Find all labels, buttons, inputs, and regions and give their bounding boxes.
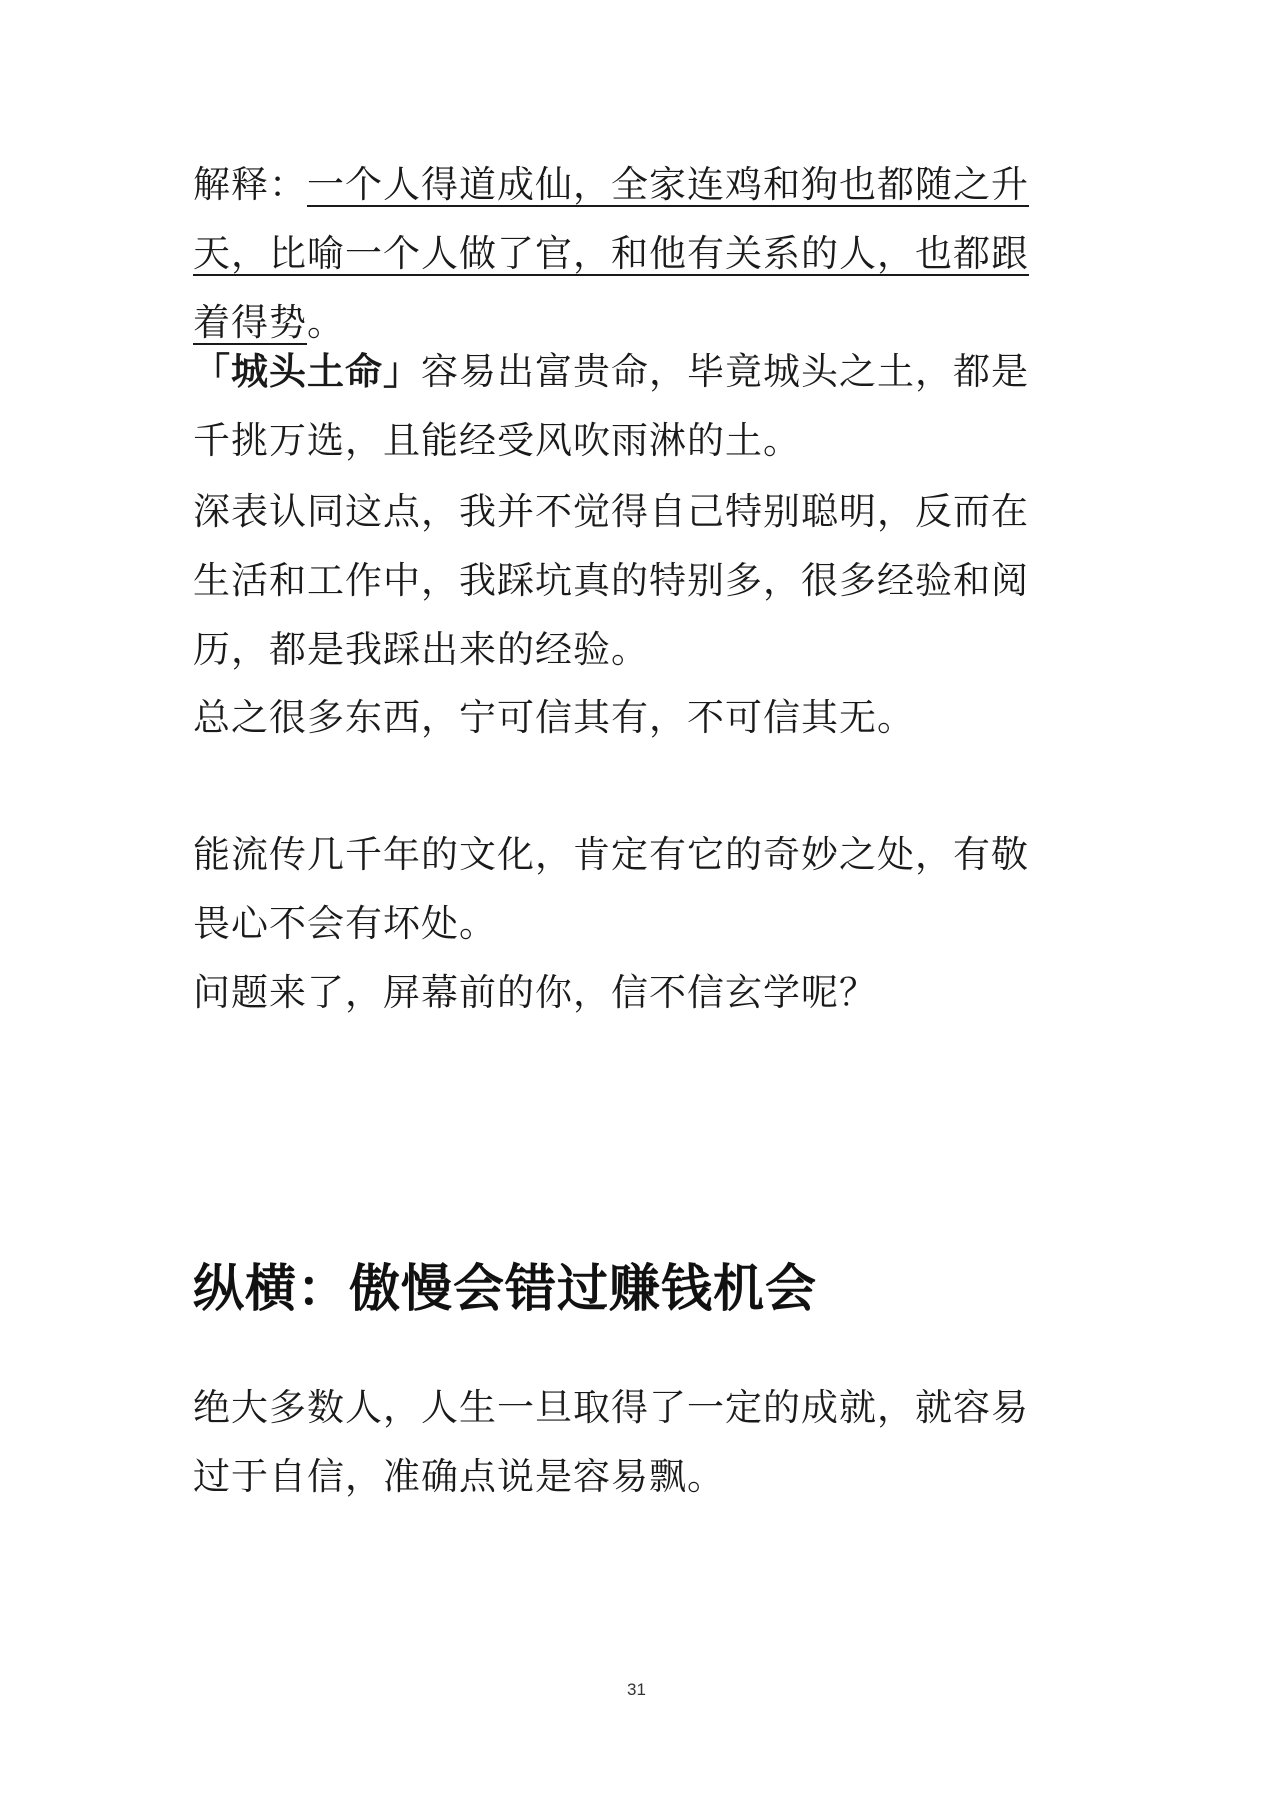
page-number: 31 xyxy=(627,1680,646,1699)
paragraph-summary xyxy=(193,683,1053,752)
explanation-underlined-text: 一个人得道成仙，全家连鸡和狗也都随之升天，比喻一个人做了官，和他有关系的人，也都跟着得势 xyxy=(193,163,1029,344)
paragraph-text: 容易出富贵命，毕竟城头之土，都是千挑万选，且能经受风吹雨淋的土。 xyxy=(193,350,1029,462)
paragraph-agree xyxy=(193,477,1053,684)
paragraph-chengtou-tuming xyxy=(193,337,1053,475)
paragraph-text: 深表认同这点，我并不觉得自己特别聪明，反而在生活和工作中，我踩坑真的特别多，很多经验和阅历，都是我踩出来的经验。 xyxy=(193,490,1029,671)
paragraph-text: 问题来了，屏幕前的你，信不信玄学呢？ xyxy=(193,971,877,1014)
paragraph-text: 能流传几千年的文化，肯定有它的奇妙之处，有敬畏心不会有坏处。 xyxy=(193,833,1029,945)
explanation-label: 解释： xyxy=(193,163,307,206)
bold-term: 「城头土命」 xyxy=(193,350,421,393)
paragraph-text: 绝大多数人，人生一旦取得了一定的成就，就容易过于自信，准确点说是容易飘。 xyxy=(193,1386,1029,1498)
paragraph-culture xyxy=(193,820,1053,958)
paragraph-question xyxy=(193,958,1053,1027)
paragraph-arrogance xyxy=(193,1373,1053,1511)
section-heading: 纵横：傲慢会错过赚钱机会 xyxy=(193,1260,818,1319)
paragraph-text: 总之很多东西，宁可信其有，不可信其无。 xyxy=(193,696,915,739)
paragraph-explanation xyxy=(193,150,1053,357)
explanation-end: 。 xyxy=(307,301,345,344)
